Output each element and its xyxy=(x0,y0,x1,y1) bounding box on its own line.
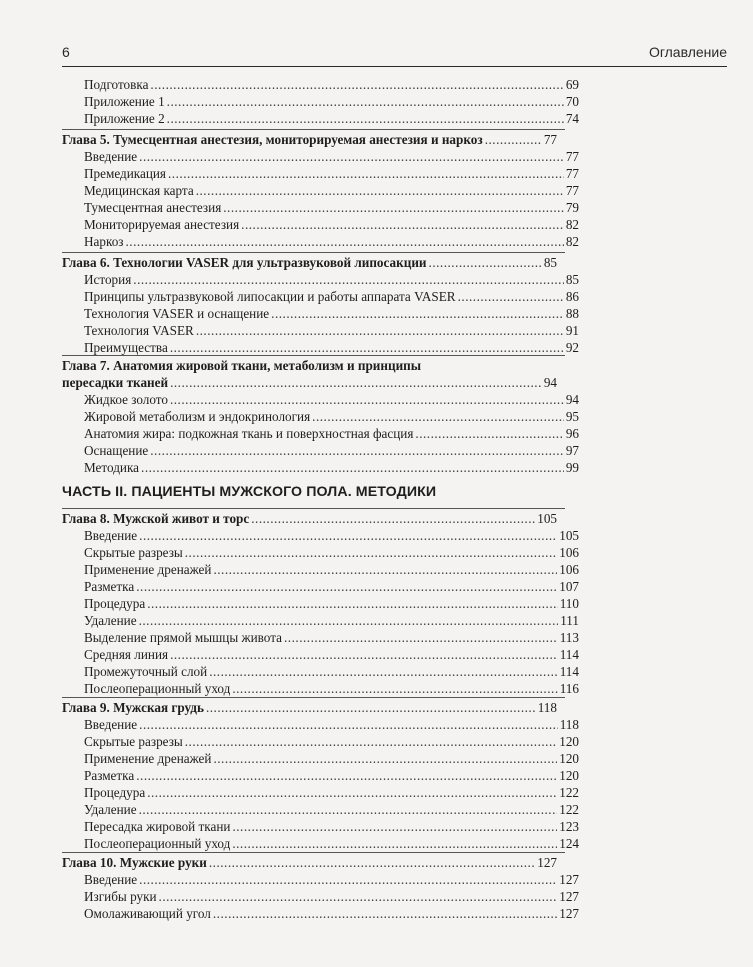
toc-entry-page: 105 xyxy=(559,528,579,543)
toc-entry-label: Методика xyxy=(84,460,140,475)
toc-entry xyxy=(62,595,579,612)
toc-entry-label: Тумесцентная анестезия xyxy=(84,200,222,215)
toc-entry xyxy=(62,629,579,646)
chapter-title: Глава 9. Мужская грудь xyxy=(62,700,204,715)
toc-entry-label: Технология VASER и оснащение xyxy=(84,306,270,321)
toc-entry xyxy=(62,784,579,801)
toc-entry-label: Скрытые разрезы xyxy=(84,545,183,560)
toc-entry xyxy=(62,871,579,888)
toc-entry xyxy=(62,408,579,425)
toc-entry-label: Введение xyxy=(84,872,138,887)
toc-entry xyxy=(62,818,579,835)
toc-entry-page: 120 xyxy=(559,734,579,749)
chapter-title: Глава 8. Мужской живот и торс xyxy=(62,511,250,526)
toc-entry-label: Послеоперационный уход xyxy=(84,836,231,851)
toc-entry-label: Введение xyxy=(84,149,138,164)
chapter-page: 127 xyxy=(537,855,557,870)
toc-entry-page: 77 xyxy=(565,183,579,198)
toc-entry xyxy=(62,561,579,578)
toc-entry xyxy=(62,527,579,544)
toc-entry xyxy=(62,76,579,93)
toc-entry-label: Оснащение xyxy=(84,443,149,458)
toc-entry xyxy=(62,165,579,182)
toc-entry xyxy=(62,750,579,767)
toc-entry-label: Омолаживающий угол xyxy=(84,906,211,921)
toc-entry xyxy=(62,148,579,165)
toc-entry xyxy=(62,233,579,250)
chapter-title: Глава 6. Технологии VASER для ультразвуковой липосакции xyxy=(62,255,427,270)
toc-entry-label: Выделение прямой мышцы живота xyxy=(84,630,283,645)
toc-entry xyxy=(62,442,579,459)
divider xyxy=(62,355,565,356)
toc-entry-page: 96 xyxy=(565,426,579,441)
toc-entry-label: Процедура xyxy=(84,596,146,611)
toc-entry xyxy=(62,663,579,680)
toc-entry-page: 79 xyxy=(565,200,579,215)
toc-entry-page: 116 xyxy=(559,681,579,696)
chapter-title: Глава 10. Мужские руки xyxy=(62,855,207,870)
divider xyxy=(62,129,565,130)
toc-entry xyxy=(62,288,579,305)
chapter-7-title-line1: Глава 7. Анатомия жировой ткани, метаболизм и принципы xyxy=(62,358,422,373)
toc-entry-page: 82 xyxy=(565,217,579,232)
toc-entry xyxy=(62,339,579,356)
toc-entry-label: Жидкое золото xyxy=(84,392,168,407)
toc-entry-label: Мониторируемая анестезия xyxy=(84,217,240,232)
chapter-9-title xyxy=(62,699,557,716)
toc-entry xyxy=(62,680,579,697)
toc-entry-page: 97 xyxy=(565,443,579,458)
toc-entry-page: 120 xyxy=(559,768,579,783)
toc-entry-page: 70 xyxy=(565,94,579,109)
chapter-8-title xyxy=(62,510,557,527)
toc-entry-label: Премедикация xyxy=(84,166,167,181)
chapter-page: 118 xyxy=(537,700,557,715)
toc-entry-page: 111 xyxy=(560,613,579,628)
toc-entry-page: 69 xyxy=(565,77,579,92)
toc-entry-label: Процедура xyxy=(84,785,146,800)
chapter-5-title xyxy=(62,131,557,148)
toc-entry xyxy=(62,391,579,408)
chapter-page: 85 xyxy=(543,255,557,270)
toc-entry-label: Подготовка xyxy=(84,77,149,92)
toc-entry-label: Средняя линия xyxy=(84,647,169,662)
toc-entry-label: Принципы ультразвуковой липосакции и работы аппарата VASER xyxy=(84,289,456,304)
toc-entry-label: Введение xyxy=(84,717,138,732)
toc-entry-page: 122 xyxy=(559,785,579,800)
toc-entry-label: Приложение 1 xyxy=(84,94,165,109)
toc-entry-label: Медицинская карта xyxy=(84,183,194,198)
toc-entry-page: 85 xyxy=(565,272,579,287)
chapter-6-title xyxy=(62,254,557,271)
toc-entry-page: 114 xyxy=(559,664,579,679)
toc-entry-label: Изгибы руки xyxy=(84,889,157,904)
toc-entry-page: 113 xyxy=(559,630,579,645)
toc-entry-page: 94 xyxy=(565,392,579,407)
toc-entry xyxy=(62,646,579,663)
toc-entry-page: 99 xyxy=(565,460,579,475)
toc-entry-page: 127 xyxy=(559,872,579,887)
toc-entry-label: Пересадка жировой ткани xyxy=(84,819,231,834)
toc-entry-page: 106 xyxy=(559,562,579,577)
toc-entry-page: 82 xyxy=(565,234,579,249)
toc-entry-label: Технология VASER xyxy=(84,323,194,338)
toc-entry-page: 107 xyxy=(559,579,579,594)
toc-entry xyxy=(62,93,579,110)
toc-entry-page: 77 xyxy=(565,166,579,181)
toc-entry-page: 114 xyxy=(559,647,579,662)
chapter-page: 105 xyxy=(537,511,557,526)
toc-entry-label: Удаление xyxy=(84,802,137,817)
toc-entry-page: 124 xyxy=(559,836,579,851)
toc-entry xyxy=(62,459,579,476)
toc-entry-page: 88 xyxy=(565,306,579,321)
toc-entry-page: 123 xyxy=(559,819,579,834)
toc-entry xyxy=(62,733,579,750)
toc-entry-label: Наркоз xyxy=(84,234,124,249)
toc-entry-label: История xyxy=(84,272,132,287)
toc-entry xyxy=(62,716,579,733)
chapter-title: Глава 5. Тумесцентная анестезия, мониторируемая анестезия и наркоз xyxy=(62,132,483,147)
toc-entry-page: 91 xyxy=(565,323,579,338)
chapter-page: 77 xyxy=(543,132,557,147)
toc-entry xyxy=(62,110,579,127)
toc-entry xyxy=(62,216,579,233)
toc-entry-label: Преимущества xyxy=(84,340,168,355)
toc-entry-label: Жировой метаболизм и эндокринология xyxy=(84,409,311,424)
toc-entry xyxy=(62,612,579,629)
page-number: 6 xyxy=(62,44,70,60)
toc-entry xyxy=(62,271,579,288)
toc-entry-page: 127 xyxy=(559,906,579,921)
chapter-title: пересадки тканей xyxy=(62,375,169,390)
toc-entry-label: Разметка xyxy=(84,768,135,783)
toc-entry-label: Анатомия жира: подкожная ткань и поверхностная фасция xyxy=(84,426,414,441)
toc-entry xyxy=(62,305,579,322)
toc-entry-label: Применение дренажей xyxy=(84,562,212,577)
divider xyxy=(62,852,565,853)
toc-entry xyxy=(62,425,579,442)
divider xyxy=(62,252,565,253)
divider xyxy=(62,508,565,509)
toc-entry-page: 110 xyxy=(559,596,579,611)
toc-entry xyxy=(62,322,579,339)
toc-entry-page: 118 xyxy=(559,717,579,732)
toc-entry-label: Разметка xyxy=(84,579,135,594)
toc-entry-page: 127 xyxy=(559,889,579,904)
toc-entry-label: Промежуточный слой xyxy=(84,664,208,679)
toc-entry xyxy=(62,182,579,199)
toc-entry-label: Введение xyxy=(84,528,138,543)
chapter-page: 94 xyxy=(543,375,557,390)
toc-entry-page: 86 xyxy=(565,289,579,304)
toc-entry-label: Скрытые разрезы xyxy=(84,734,183,749)
toc-entry-label: Послеоперационный уход xyxy=(84,681,231,696)
toc-entry-page: 95 xyxy=(565,409,579,424)
toc-entry-label: Приложение 2 xyxy=(84,111,165,126)
toc-entry xyxy=(62,767,579,784)
chapter-10-title xyxy=(62,854,557,871)
toc-entry xyxy=(62,801,579,818)
toc-entry xyxy=(62,888,579,905)
toc-entry xyxy=(62,199,579,216)
running-title: Оглавление xyxy=(648,44,727,60)
toc-entry xyxy=(62,905,579,922)
toc-entry-page: 122 xyxy=(559,802,579,817)
toc-entry-page: 92 xyxy=(565,340,579,355)
toc-entry-page: 74 xyxy=(565,111,579,126)
toc-entry-page: 106 xyxy=(559,545,579,560)
toc-entry xyxy=(62,578,579,595)
divider xyxy=(62,697,565,698)
chapter-7-title xyxy=(62,374,557,391)
toc-entry-page: 77 xyxy=(565,149,579,164)
part-heading: ЧАСТЬ II. ПАЦИЕНТЫ МУЖСКОГО ПОЛА. МЕТОДИКИ xyxy=(62,484,437,500)
toc-entry-label: Применение дренажей xyxy=(84,751,212,766)
page-header xyxy=(62,40,727,67)
toc-entry-label: Удаление xyxy=(84,613,137,628)
toc-entry xyxy=(62,544,579,561)
toc-entry-page: 120 xyxy=(559,751,579,766)
toc-entry xyxy=(62,835,579,852)
